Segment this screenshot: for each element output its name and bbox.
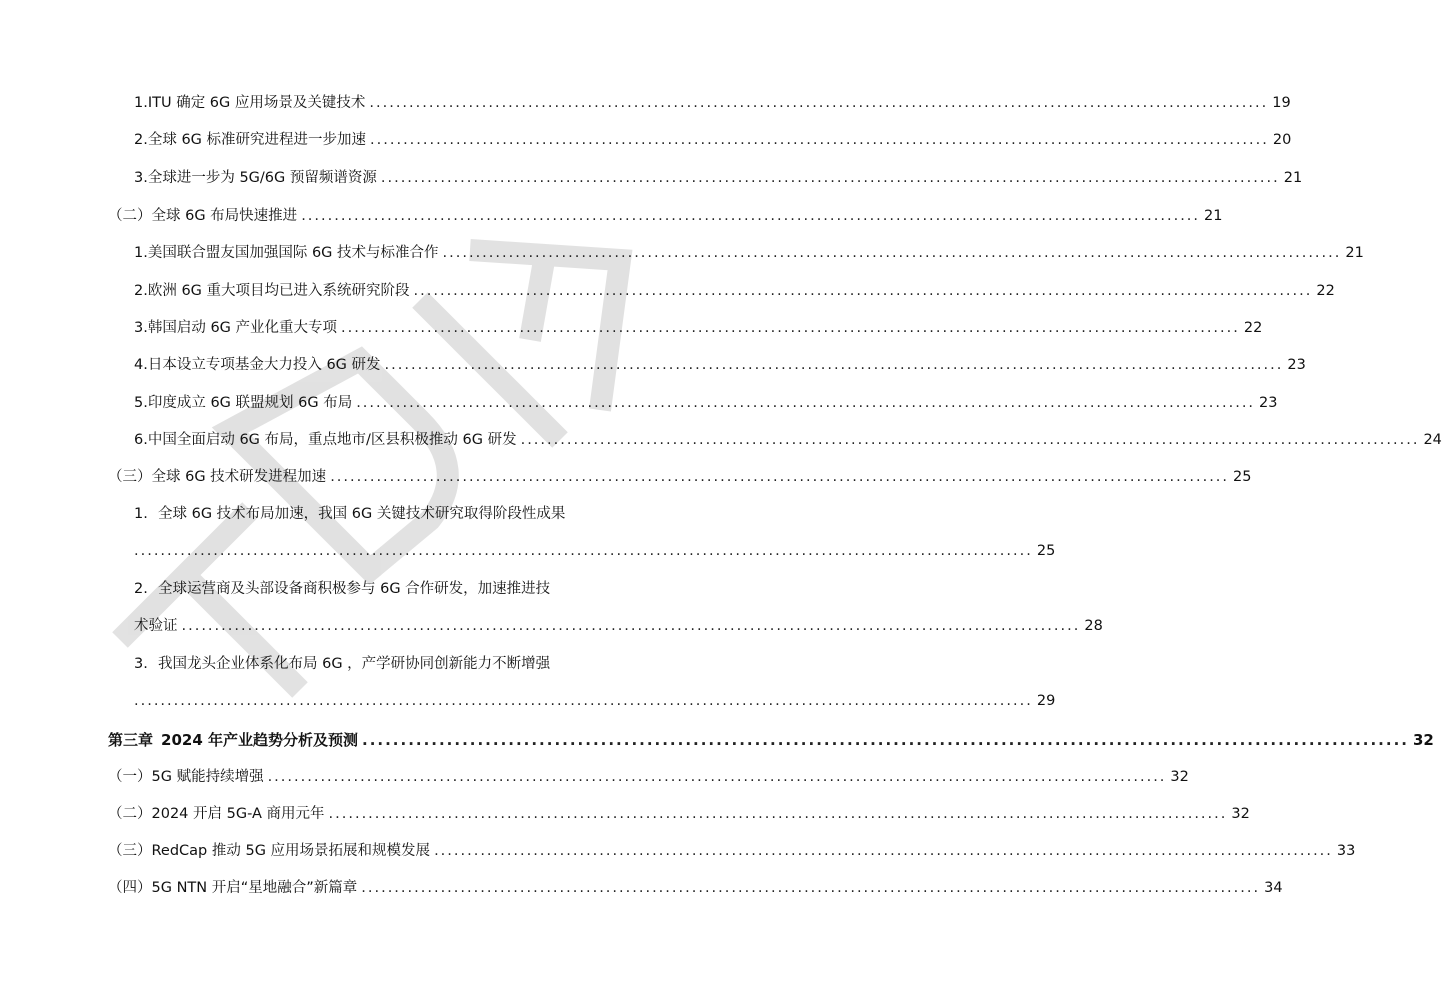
toc-chapter-title: 2024 年产业趋势分析及预测 (161, 731, 358, 749)
toc-leader-dots: ........................................................................................................................................ (370, 132, 1269, 148)
toc-section[interactable] (108, 804, 1250, 824)
toc-leader-dots: ........................................................................................................................................ (356, 395, 1256, 411)
toc-entry-number: 2. (134, 132, 148, 148)
toc-section-number: （三） (108, 469, 152, 485)
toc-page-number: 29 (1036, 693, 1056, 709)
toc-entry-title-line1[interactable] (134, 504, 565, 524)
toc-section-title: 2024 开启 5G-A 商用元年 (151, 806, 325, 822)
toc-page-number: 21 (1204, 208, 1223, 224)
toc-section-number: （二） (108, 806, 152, 822)
toc-leader-dots: ........................................................................................................................................ (301, 208, 1201, 224)
toc-page-number: 22 (1243, 320, 1263, 336)
toc-page-number: 28 (1084, 618, 1103, 634)
toc-section-number: （三） (108, 843, 152, 859)
toc-entry[interactable] (134, 281, 1335, 301)
toc-section-number: （四） (108, 880, 152, 896)
toc-section-title: 全球 6G 技术研发进程加速 (151, 469, 327, 485)
toc-section[interactable] (108, 206, 1223, 226)
toc-leader-dots: ........................................................................................................................................ (369, 95, 1269, 111)
toc-entry-number: 6. (134, 432, 148, 448)
toc-entry-title: 全球进一步为 5G/6G 预留频谱资源 (147, 170, 377, 186)
toc-leader-dots: ........................................................................................................................................ (341, 320, 1240, 336)
toc-page-number: 32 (1231, 806, 1250, 822)
toc-entry-number: 3. (134, 320, 148, 336)
toc-section-number: （一） (108, 769, 152, 785)
toc-section[interactable] (108, 467, 1252, 487)
toc-entry-number: 5. (134, 395, 148, 411)
toc-page-number: 24 (1423, 432, 1442, 448)
toc-entry-number: 3. (134, 170, 148, 186)
toc-entry[interactable] (134, 541, 1056, 561)
toc-entry[interactable] (134, 616, 1103, 636)
toc-section[interactable] (108, 767, 1189, 787)
toc-page-number: 23 (1259, 395, 1278, 411)
toc-leader-dots: ........................................................................................................................................ (134, 543, 1033, 559)
toc-leader-dots: ........................................................................................................................................ (267, 769, 1167, 785)
toc-leader-dots: ........................................................................................................................................ (362, 731, 1409, 749)
toc-entry[interactable] (134, 130, 1292, 150)
toc-leader-dots: ........................................................................................................................................ (413, 283, 1313, 299)
toc-leader-dots: ........................................................................................................................................ (384, 357, 1284, 373)
toc-entry-number: 4. (134, 357, 148, 373)
toc-leader-dots: ........................................................................................................................................ (520, 432, 1420, 448)
toc-entry-title: 全球 6G 标准研究进程进一步加速 (147, 132, 367, 148)
toc-entry-title-line1[interactable] (134, 579, 550, 599)
toc-section-title: 全球 6G 布局快速推进 (151, 208, 298, 224)
toc-entry-title: 我国龙头企业体系化布局 6G ，产学研协同创新能力不断增强 (158, 656, 551, 672)
toc-entry-title: 印度成立 6G 联盟规划 6G 布局 (147, 395, 353, 411)
toc-entry-number: 2. (134, 283, 148, 299)
toc-page-number: 19 (1272, 95, 1291, 111)
toc-page-number: 21 (1345, 245, 1364, 261)
toc-entry-title: 欧洲 6G 重大项目均已进入系统研究阶段 (147, 283, 410, 299)
toc-leader-dots: ........................................................................................................................................ (134, 693, 1033, 709)
toc-page-number: 20 (1272, 132, 1292, 148)
toc-entry-title: 中国全面启动 6G 布局，重点地市/区县积极推动 6G 研发 (147, 432, 517, 448)
toc-leader-dots: ........................................................................................................................................ (330, 469, 1230, 485)
toc-entry[interactable] (134, 430, 1442, 450)
toc-page-number: 25 (1036, 543, 1056, 559)
toc-entry-title-line1[interactable] (134, 654, 550, 674)
toc-chapter-number: 第三章 (108, 731, 154, 749)
toc-entry[interactable] (134, 691, 1056, 711)
toc-page-number: 23 (1287, 357, 1306, 373)
toc-entry-title: 全球 6G 技术布局加速，我国 6G 关键技术研究取得阶段性成果 (158, 506, 566, 522)
toc-page-number: 32 (1412, 731, 1434, 749)
toc-entry-number: 1. (134, 506, 148, 522)
toc-entry[interactable] (134, 355, 1306, 375)
toc-leader-dots: ........................................................................................................................................ (181, 618, 1081, 634)
toc-entry[interactable] (134, 393, 1278, 413)
toc-page-number: 34 (1264, 880, 1283, 896)
toc-page-number: 21 (1283, 170, 1303, 186)
toc-entry[interactable] (134, 168, 1303, 188)
toc-page-number: 22 (1316, 283, 1335, 299)
toc-page-number: 32 (1170, 769, 1189, 785)
toc-entry-number: 2. (134, 581, 148, 597)
toc-entry[interactable] (134, 318, 1263, 338)
toc-leader-dots: ........................................................................................................................................ (380, 170, 1280, 186)
toc-leader-dots: ........................................................................................................................................ (361, 880, 1261, 896)
toc-leader-dots: ........................................................................................................................................ (328, 806, 1228, 822)
toc-entry-number: 3. (134, 656, 148, 672)
toc-chapter[interactable] (108, 730, 1434, 750)
toc-entry-title: ITU 确定 6G 应用场景及关键技术 (147, 95, 366, 111)
toc-entry[interactable] (134, 243, 1364, 263)
toc-entry-number: 1. (134, 245, 148, 261)
toc-section[interactable] (108, 878, 1283, 898)
toc-entry-title: 韩国启动 6G 产业化重大专项 (147, 320, 338, 336)
toc-entry-title-cont: 术验证 (134, 618, 178, 634)
toc-page-number: 33 (1336, 843, 1356, 859)
toc-entry[interactable] (134, 93, 1291, 113)
toc-section-title: 5G 赋能持续增强 (151, 769, 264, 785)
toc-leader-dots: ........................................................................................................................................ (442, 245, 1342, 261)
toc-entry-title: 全球运营商及头部设备商积极参与 6G 合作研发，加速推进技 (158, 581, 551, 597)
toc-section-title: 5G NTN 开启“星地融合”新篇章 (151, 880, 358, 896)
toc-section[interactable] (108, 841, 1356, 861)
toc-entry-title: 日本设立专项基金大力投入 6G 研发 (147, 357, 381, 373)
toc-section-number: （二） (108, 208, 152, 224)
toc-entry-title: 美国联合盟友国加强国际 6G 技术与标准合作 (147, 245, 439, 261)
toc-page-number: 25 (1233, 469, 1252, 485)
toc-leader-dots: ........................................................................................................................................ (434, 843, 1333, 859)
toc-section-title: RedCap 推动 5G 应用场景拓展和规模发展 (151, 843, 431, 859)
toc-entry-number: 1. (134, 95, 148, 111)
